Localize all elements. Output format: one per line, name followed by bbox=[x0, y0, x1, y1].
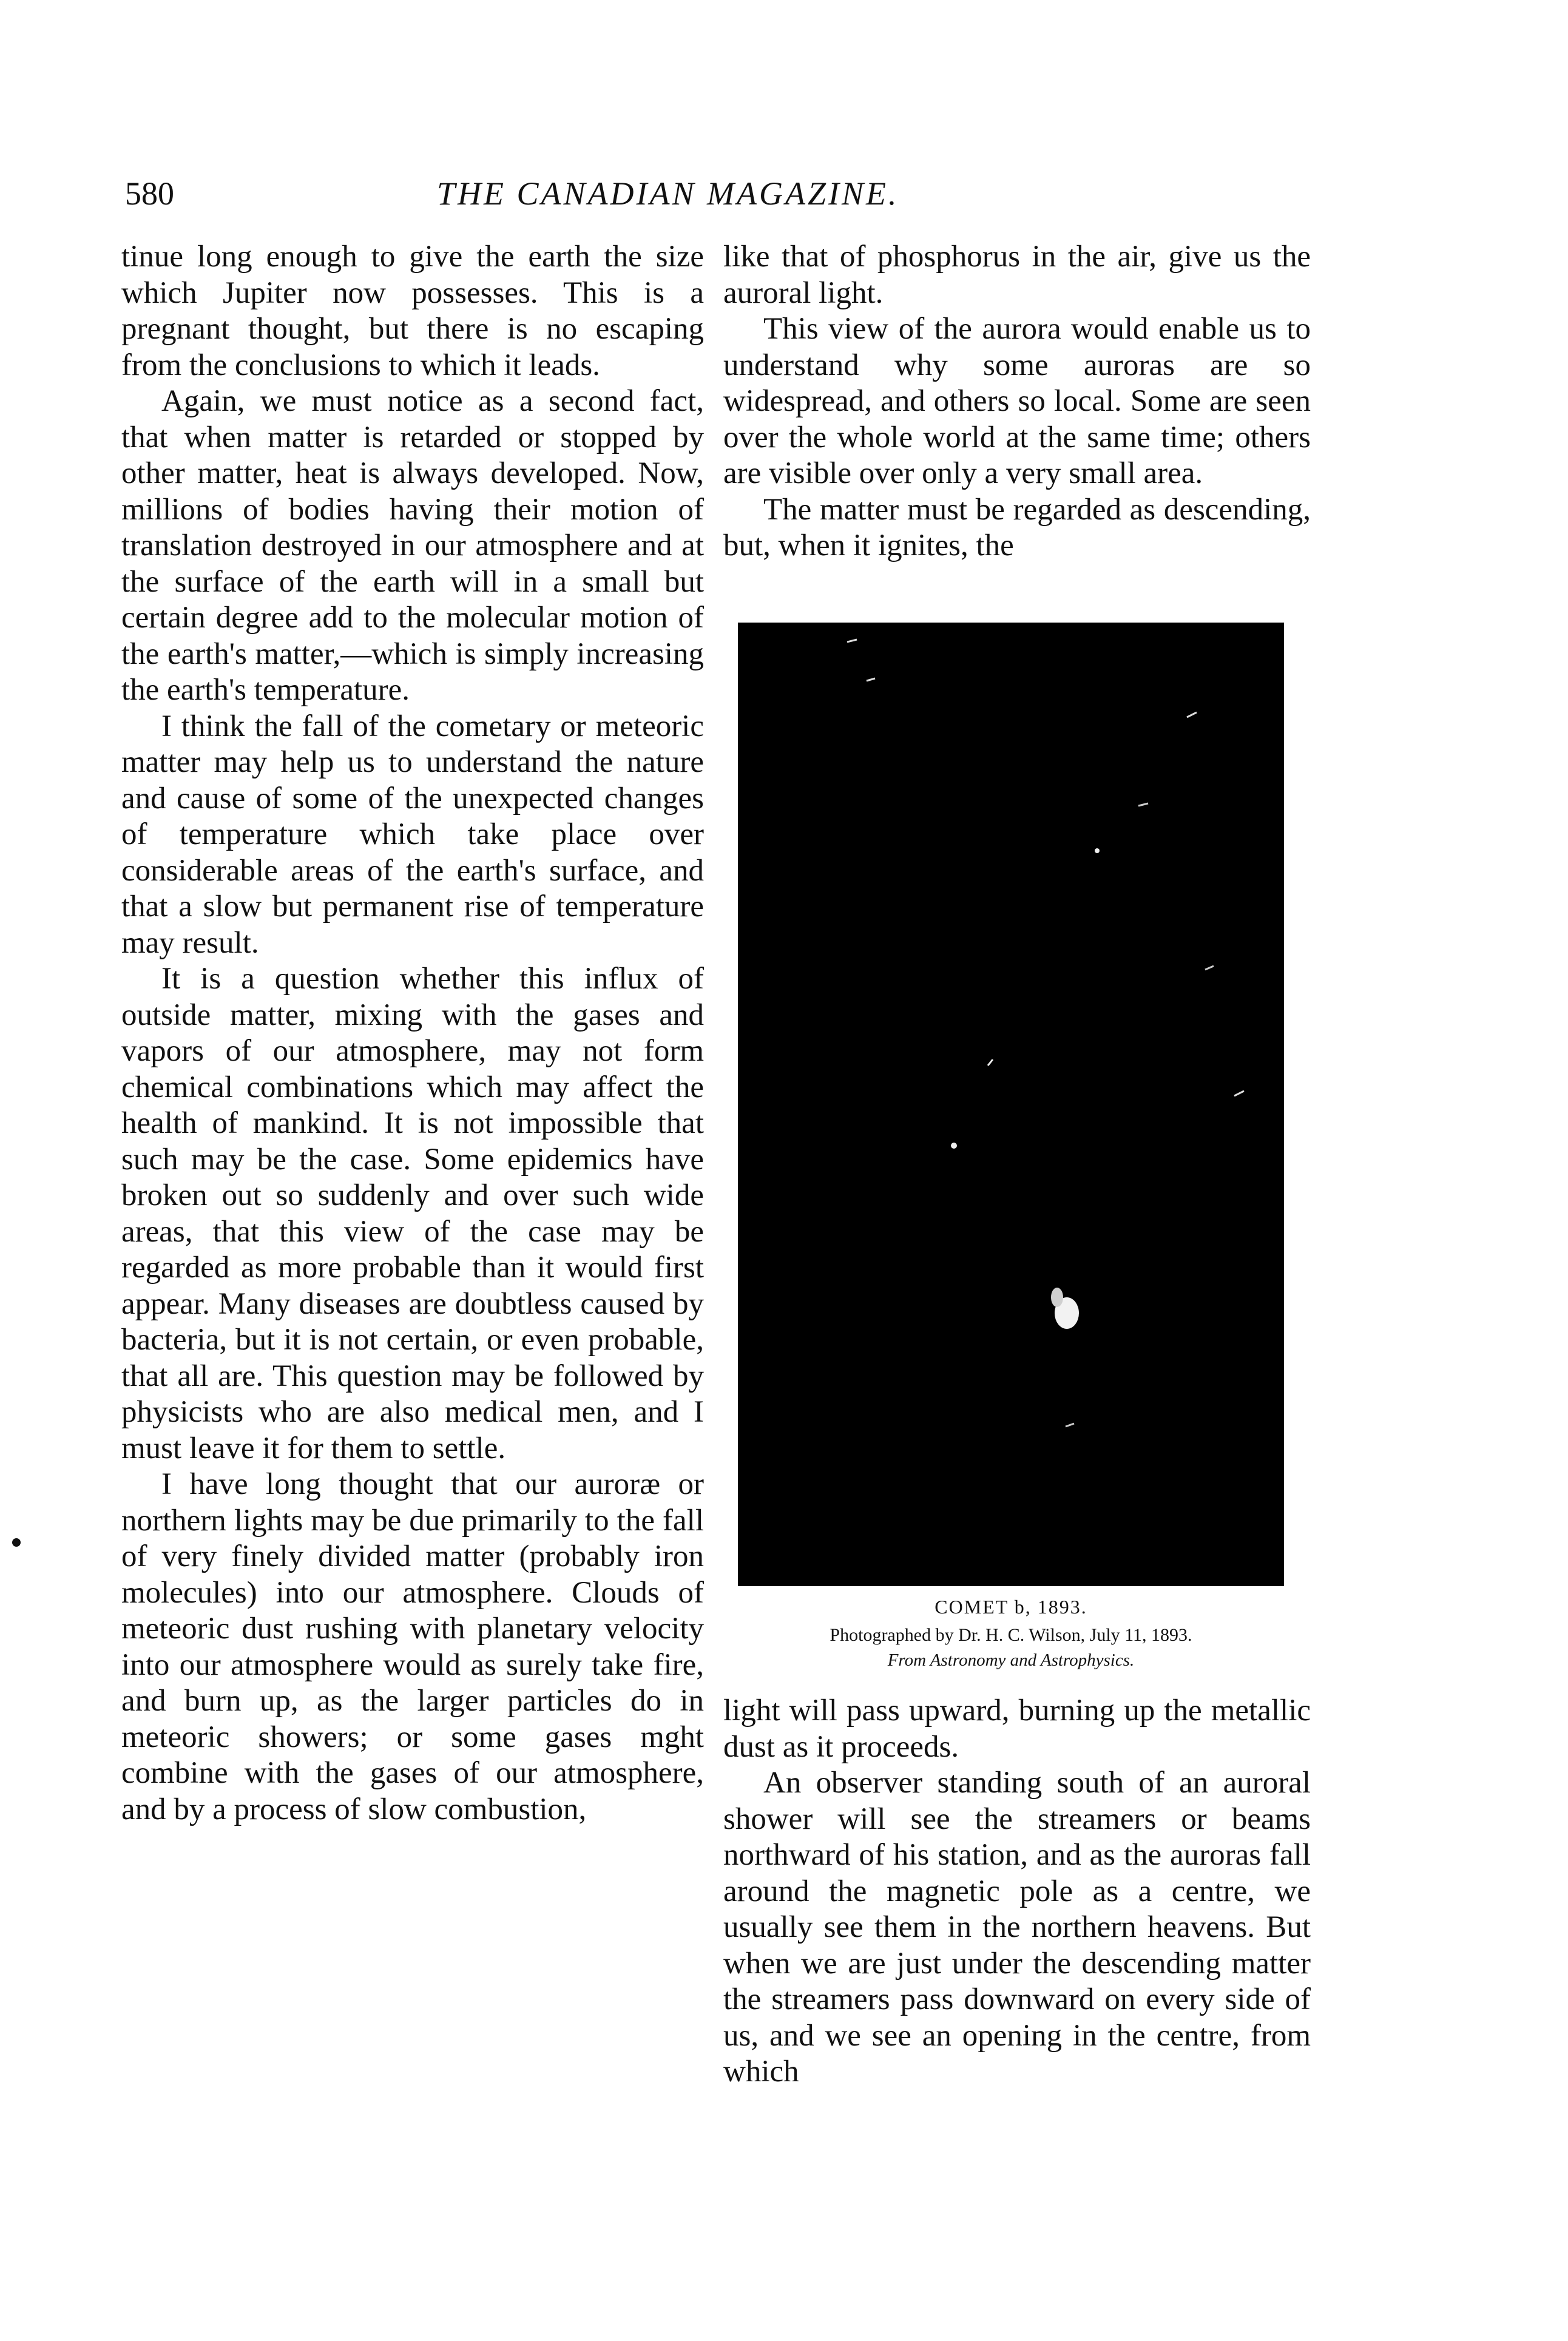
right-column-top bbox=[723, 239, 1311, 564]
paragraph: I think the fall of the cometary or meteoric matter may help us to understand the nature and cause of some of the unexpected changes of temperature which take place over considerable areas of the earth's surface, and that a slow but permanent rise of temperature may result. bbox=[121, 709, 704, 960]
paragraph: This view of the aurora would enable us to understand why some auroras are so widespread, and others so local. Some are seen over the whole world at the same time; others are visible over only a very small area. bbox=[723, 312, 1311, 490]
star-streak bbox=[867, 678, 875, 681]
star-streak bbox=[1205, 966, 1214, 970]
star-streak bbox=[1066, 1424, 1074, 1427]
star-streak bbox=[1234, 1091, 1244, 1096]
figure-title: COMET b, 1893. bbox=[934, 1596, 1087, 1618]
star bbox=[951, 1143, 957, 1149]
paragraph: The matter must be regarded as descending, but, when it ignites, the bbox=[723, 492, 1311, 562]
star-streak bbox=[1138, 803, 1148, 806]
star-field bbox=[738, 623, 1284, 1586]
star-streak bbox=[1187, 712, 1197, 717]
figure-credit: Photographed by Dr. H. C. Wilson, July 11, 1893. bbox=[830, 1625, 1192, 1645]
paragraph: light will pass upward, burning up the metallic dust as it proceeds. bbox=[723, 1694, 1311, 1764]
star bbox=[1095, 848, 1100, 853]
page-number: 580 bbox=[125, 175, 174, 212]
paragraph: like that of phosphorus in the air, give us the auroral light. bbox=[723, 240, 1311, 310]
paragraph: I have long thought that our auroræ or northern lights may be due primarily to the fall of very finely divided matter (probably iron molecules) into our atmosphere. Clouds of meteoric dust rushing with planetary velocity into our atmosphere would as surely take fire, and burn up, as the larger particles do in meteoric showers; or some gases mght combine with the gases of our atmosphere, and by a process of slow combustion, bbox=[121, 1467, 704, 1826]
running-title: THE CANADIAN MAGAZINE. bbox=[437, 175, 899, 212]
paragraph: It is a question whether this influx of outside matter, mixing with the gases and vapors of our atmosphere, may not form chemical combinations which may affect the health of mankind. It is not impossible that such may be the case. Some epidemics have broken out so suddenly and over such wide areas, that this view of the case may be regarded as more probable than it would first appear. Many diseases are doubtless caused by bacteria, but it is not certain, or even probable, that all are. This question may be followed by physicists who are also medical men, and I must leave it for them to settle. bbox=[121, 962, 704, 1465]
figure-source: From Astronomy and Astrophysics. bbox=[887, 1650, 1135, 1670]
comet-tail bbox=[1051, 1288, 1063, 1307]
star-streak bbox=[847, 640, 857, 642]
right-column-bottom bbox=[723, 1693, 1311, 2090]
margin-dot bbox=[12, 1538, 21, 1547]
paragraph: tinue long enough to give the earth the size which Jupiter now possesses. This is a pregnant thought, but there is no escaping from the conclusions to which it leads. bbox=[121, 240, 704, 382]
star-streak bbox=[988, 1059, 993, 1066]
paragraph: An observer standing south of an auroral shower will see the streamers or beams northward of his station, and as the auroras fall around the magnetic pole as a centre, we usually see them in the northern heavens. But when we are just under the descending matter the streamers pass downward on every side of us, and we see an opening in the centre, from which bbox=[723, 1766, 1311, 2089]
left-column bbox=[121, 239, 704, 1828]
comet-photograph bbox=[738, 623, 1284, 1586]
paragraph: Again, we must notice as a second fact, that when matter is retarded or stopped by other matter, heat is always developed. Now, millions of bodies having their motion of translation destroyed in our atmosphere and at the surface of the earth will in a small but certain degree add to the molecular motion of the earth's matter,—which is simply increasing the earth's temperature. bbox=[121, 384, 704, 707]
